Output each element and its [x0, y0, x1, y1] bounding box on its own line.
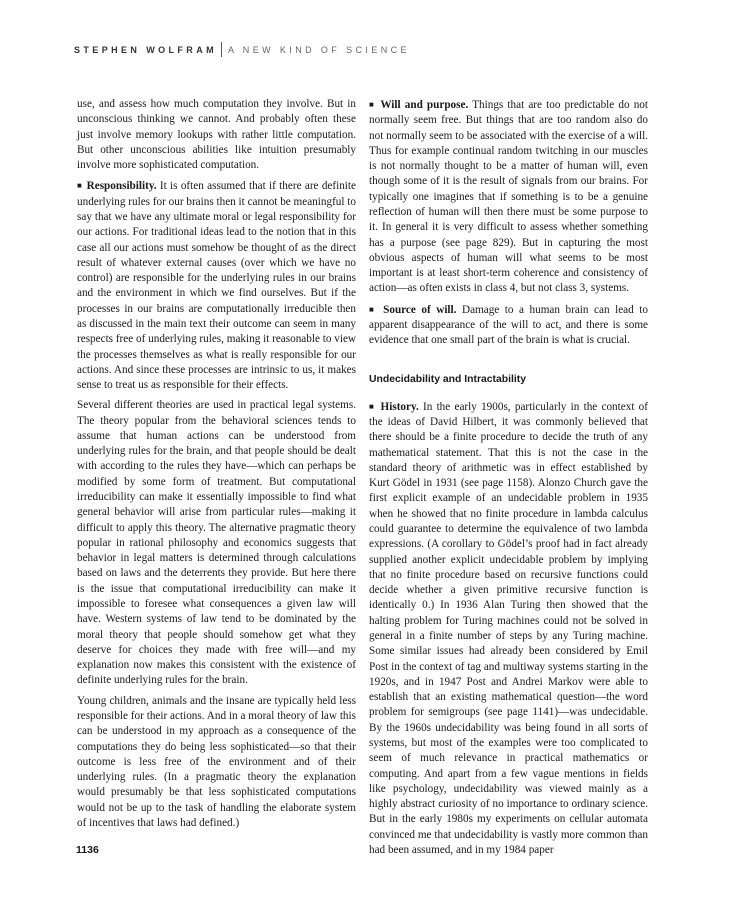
paragraph-will-and-purpose-text: Things that are too predictable do not normally seem free. But things that are too random also do not normally seem to be associated with the exercise of a will. Thus for example continual random twitching in our muscles is not normally thought to be a matter of human will, even though some of it is the result of signals from our brains. For typically one imagines that if something is to be a genuine reflection of human will then there must be some purpose to it. In general it is very difficult to assess whether something has a purpose (see page 829). But in capturing the most obvious aspects of human will what seems to be most important is at least short-term coherence and consistency of action—as often exists in class 4, but not class 3, systems. [369, 99, 648, 295]
term-source-of-will: Source of will. [383, 303, 457, 316]
paragraph-history-text: In the early 1900s, particularly in the context of the ideas of David Hilbert, it was commonly believed that there should be a finite procedure to decide the truth of any mathematical statement. That this is not the case in the standard theory of arithmetic was in effect established by Kurt Gödel in 1931 (see page 1158). Alonzo Church gave the first explicit example of an undecidable problem in 1935 when he showed that no finite procedure in lambda calculus could guarantee to determine the equivalence of two lambda expressions. (A corollary to Gödel’s proof had in fact already supplied another explicit undecidable problem by implying that no finite procedure based on recursive functions could decide whether a given primitive recursive function is identically 0.) In 1936 Alan Turing then showed that the halting problem for Turing machines could not be solved in general in a finite number of steps by any Turing machine. Some similar issues had already been considered by Emil Post in the context of tag and multiway systems starting in the 1920s, and in 1947 Post and Andrei Markov were able to establish that an existing mathematical question—the word problem for semigroups (see page 1141)—was undecidable. By the 1960s undecidability was being found in all sorts of systems, but most of the examples were too complicated to seem of much relevance in practical mathematics or computing. And apart from a few vague mentions in fields like psychology, undecidability was viewed mainly as a highly abstract curiosity of no importance to ordinary science. But in the early 1980s my experiments on cellular automata convinced me that undecidability is vastly more common than had been assumed, and in my 1984 paper [369, 400, 648, 856]
running-head-author: STEPHEN WOLFRAM [74, 45, 217, 55]
term-history: History. [380, 400, 419, 413]
term-responsibility: Responsibility. [86, 180, 157, 193]
paragraph-unconscious-thinking: use, and assess how much computation they involve. But in unconscious thinking we cannot. And probably often these just involve memory lookups with rather little computation. But other unconscious abilities like intuition presumably involve more sophisticated computation. [77, 98, 356, 172]
section-heading: Undecidability and Intractability [369, 373, 527, 385]
paragraph-responsibility [77, 178, 356, 393]
running-head [74, 42, 410, 57]
bullet-square-icon: ■ [369, 401, 376, 411]
right-column [369, 97, 648, 863]
paragraph-young-children: Young children, animals and the insane are typically held less responsible for their actions. And in a moral theory of law this can be understood in my approach as a consequence of the computations they do being less sophisticated—so that their outcome is less free of the environment and of their underlying rules. (In a pragmatic theory the explanation would presumably be that less sophisticated computations would not be up to the task of handling the elaborate system of incentives that laws had defined.) [77, 694, 356, 829]
bullet-square-icon: ■ [369, 100, 376, 109]
running-head-book-title: A NEW KIND OF SCIENCE [228, 45, 410, 55]
page-number: 1136 [76, 844, 99, 856]
term-will-and-purpose: Will and purpose. [380, 99, 469, 111]
bullet-square-icon: ■ [369, 304, 377, 314]
paragraph-history [369, 399, 648, 858]
bullet-square-icon: ■ [77, 181, 83, 191]
paragraph-legal-systems: Several different theories are used in practical legal systems. The theory popular from the behavioral sciences tends to assume that human actions can be understood from underlying rules for the brain, and that people should be dealt with according to the rules they have—which can perhaps be modified by some form of treatment. But computational irreducibility can make it essentially impossible to find what general behavior will arise from particular rules—making it difficult to apply this theory. The alternative pragmatic theory popular in rational philosophy and economics suggests that behavior in legal matters is determined through calculations based on laws and the deterrents they provide. But here there is the issue that computational irreducibility can make it impossible to foresee what consequences a given law will have. Western systems of law tend to be dominated by the moral theory that people should somehow get what they deserve for choices they made with free will—and my explanation now makes this consistent with the existence of definite underlying rules for the brain. [77, 399, 356, 687]
left-column [77, 97, 356, 836]
paragraph-will-and-purpose [369, 97, 648, 297]
running-head-divider [221, 42, 222, 57]
paragraph-responsibility-text: It is often assumed that if there are definite underlying rules for our brains then it cannot be meaningful to say that we have any ultimate moral or legal responsibility for our actions. For traditional ideas lead to the notion that in this case all our actions must somehow be thought of as the direct result of whatever external causes (over which we have no control) are responsible for the underlying rules in our brains and the environment in which we find ourselves. But if the processes in our brains are computationally irreducible then as discussed in the main text their outcome can seem in many respects free of underlying rules, making it reasonable to view the processes themselves as what is really responsible for our actions. And since these processes are intrinsic to us, it makes sense to treat us as responsible for their effects. [77, 180, 356, 392]
paragraph-source-of-will-text: Damage to a human brain can lead to apparent disappearance of the will to act, and there is some evidence that one small part of the brain is what is crucial. [369, 303, 648, 347]
paragraph-source-of-will [369, 302, 648, 349]
